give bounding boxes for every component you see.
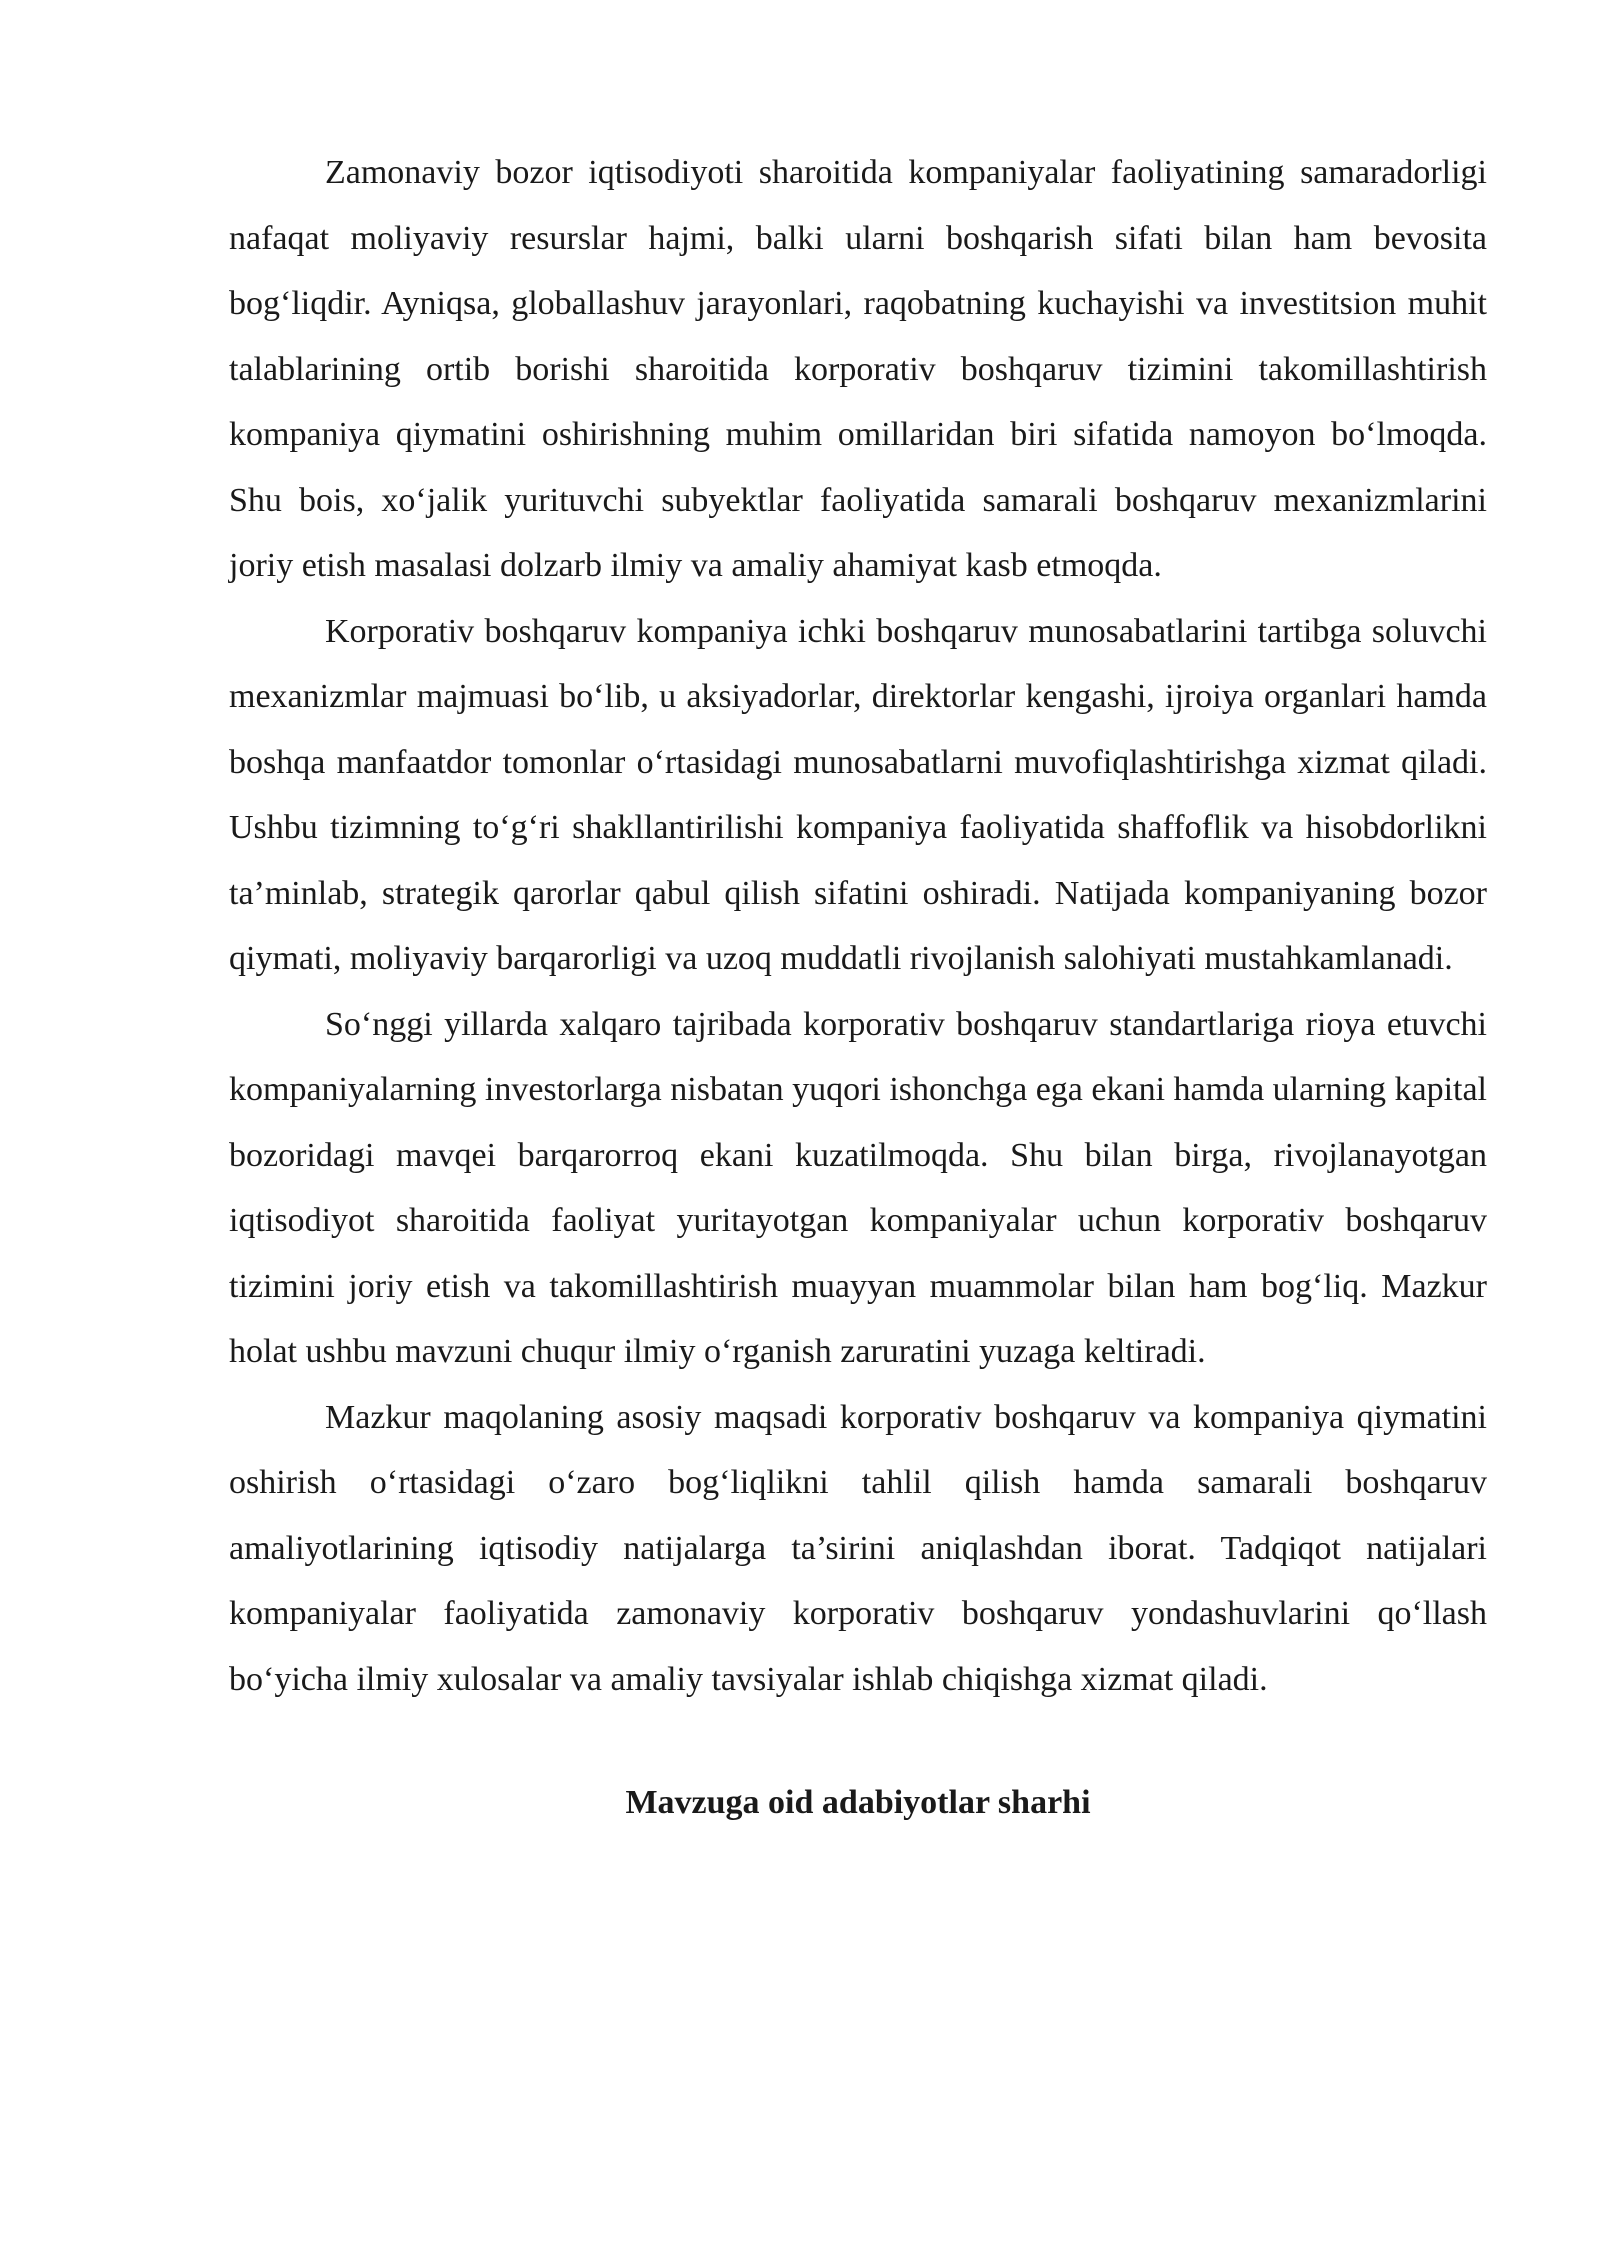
- document-body: [229, 140, 1487, 1836]
- paragraph-introduction: Zamonaviy bozor iqtisodiyoti sharoitida kompaniyalar faoliyatining samaradorligi nafaqat moliyaviy resurslar hajmi, balki ularni boshqarish sifati bilan ham bevosita bog‘liqdir. Ayniqsa, globallashuv jarayonlari, raqobatning kuchayishi va investitsion muhit talablarining ortib borishi sharoitida korporativ boshqaruv tizimini takomillashtirish kompaniya qiymatini oshirishning muhim omillaridan biri sifatida namoyon bo‘lmoqda. Shu bois, xo‘jalik yurituvchi subyektlar faoliyatida samarali boshqaruv mexanizmlarini joriy etish masalasi dolzarb ilmiy va amaliy ahamiyat kasb etmoqda.: [229, 154, 1487, 584]
- paragraph-corporate-governance-definition: Korporativ boshqaruv kompaniya ichki boshqaruv munosabatlarini tartibga soluvchi mexanizmlar majmuasi bo‘lib, u aksiyadorlar, direktorlar kengashi, ijroiya organlari hamda boshqa manfaatdor tomonlar o‘rtasidagi munosabatlarni muvofiqlashtirishga xizmat qiladi. Ushbu tizimning to‘g‘ri shakllantirilishi kompaniya faoliyatida shaffoflik va hisobdorlikni ta’minlab, strategik qarorlar qabul qilish sifatini oshiradi. Natijada kompaniyaning bozor qiymati, moliyaviy barqarorligi va uzoq muddatli rivojlanish salohiyati mustahkamlanadi.: [229, 612, 1487, 977]
- paragraph-article-objective: Mazkur maqolaning asosiy maqsadi korporativ boshqaruv va kompaniya qiymatini oshirish o‘rtasidagi o‘zaro bog‘liqlikni tahlil qilish hamda samarali boshqaruv amaliyotlarining iqtisodiy natijalarga ta’sirini aniqlashdan iborat. Tadqiqot natijalari kompaniyalar faoliyatida zamonaviy korporativ boshqaruv yondashuvlarini qo‘llash bo‘yicha ilmiy xulosalar va amaliy tavsiyalar ishlab chiqishga xizmat qiladi.: [229, 1398, 1487, 1698]
- section-heading-literature-review: Mavzuga oid adabiyotlar sharhi: [625, 1784, 1091, 1821]
- paragraph-international-experience: So‘nggi yillarda xalqaro tajribada korporativ boshqaruv standartlariga rioya etuvchi kompaniyalarning investorlarga nisbatan yuqori ishonchga ega ekani hamda ularning kapital bozoridagi mavqei barqarorroq ekani kuzatilmoqda. Shu bilan birga, rivojlanayotgan iqtisodiyot sharoitida faoliyat yuritayotgan kompaniyalar uchun korporativ boshqaruv tizimini joriy etish va takomillashtirish muayyan muammolar bilan ham bog‘liq. Mazkur holat ushbu mavzuni chuqur ilmiy o‘rganish zaruratini yuzaga keltiradi.: [229, 1005, 1487, 1370]
